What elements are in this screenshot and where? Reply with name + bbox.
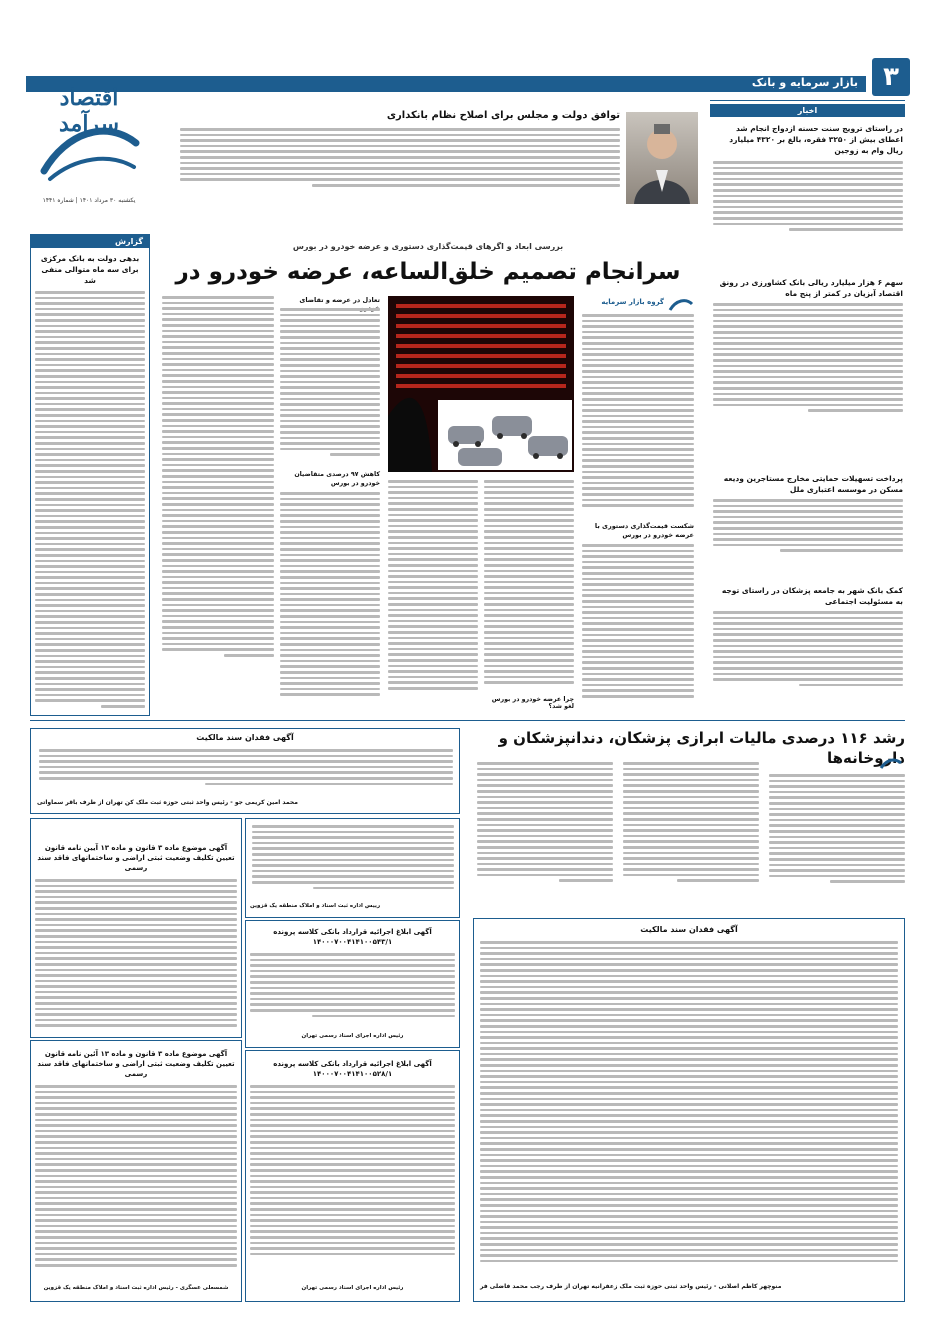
news-item-title: در راستای ترویج سنت حسنه ازدواج انجام شد اعطای بیش از ۳۲۵۰ فقره، بالغ بر ۴۳۲۰ میلیارد ریال وام به زوجین xyxy=(729,124,903,155)
main-story-col2 xyxy=(484,480,574,684)
notice-body xyxy=(35,879,237,1027)
section-label: بازار سرمایه و بانک xyxy=(751,76,858,89)
main-story-headline: سرانجام تصمیم خلق‌الساعه، عرضه خودرو در xyxy=(175,259,681,285)
notice-exec-2 xyxy=(245,1050,460,1302)
main-story-col3 xyxy=(388,480,478,690)
notice-signature: رییس اداره ثبت اسناد و املاک منطقه یک قزوین xyxy=(250,903,381,909)
news-sidebar-label: اخبار xyxy=(797,106,818,115)
news-item-body xyxy=(713,303,903,412)
notice-law-2 xyxy=(30,1040,242,1302)
divider xyxy=(30,720,905,721)
main-story-subhead: تعادل در عرضه و تقاضای xyxy=(299,296,380,304)
main-story-subhead: شکست قیمت‌گذاری دستوری با عرضه خودرو در بورس xyxy=(594,522,694,539)
notice-body xyxy=(480,941,898,1262)
news-item-title: کمک بانک شهر به جامعه پزشکان در راستای توجه به مسئولیت اجتماعی xyxy=(721,586,903,606)
main-story-logo-mark xyxy=(668,296,694,314)
notice-exec-1 xyxy=(245,920,460,1048)
dateline: یکشنبه ۳۰ مرداد ۱۴۰۱ | شماره ۱۴۴۱ xyxy=(42,197,136,204)
notice-loss-1 xyxy=(30,728,460,814)
main-story-col4 xyxy=(280,308,380,456)
main-story-subhead: چرا عرضه خودرو در بورس لغو شد؟ xyxy=(491,696,574,710)
notice-signature: رئیس اداره اجرای اسناد رسمی تهران xyxy=(301,1285,404,1291)
notice-law-1 xyxy=(30,818,242,1038)
top-story-title: توافق دولت و مجلس برای اصلاح نظام بانکداری xyxy=(386,110,620,121)
tax-story-body-c xyxy=(477,762,613,882)
news-item-title: سهم ۶ هزار میلیارد ریالی بانک کشاورزی در رونق اقتصاد آبزیان در کمتر از پنج ماه xyxy=(719,278,903,298)
tax-story-logo-mark xyxy=(879,756,903,772)
report-column xyxy=(30,234,150,716)
report-title: بدهی دولت به بانک مرکزی برای سه ماه متوالی منفی شد xyxy=(40,254,140,285)
news-item-body xyxy=(713,161,903,231)
top-story-body xyxy=(180,128,620,187)
notice-body xyxy=(252,825,454,889)
main-story-byline: گروه بازار سرمایه xyxy=(601,298,664,306)
notice-signature: محمد امین کریمی جو - رئیس واحد ثبتی حوزه ثبت ملک کن تهران از طرف باقر سماواتی xyxy=(37,799,298,806)
page-number-box: ٣ xyxy=(872,58,910,96)
news-sidebar xyxy=(710,100,905,715)
logo-swoosh xyxy=(36,123,142,183)
notice-title: آگهی موضوع ماده ۳ قانون و ماده ۱۳ آیین نامه قانون تعیین تکلیف وضعیت ثبتی اراضی و ساختمانهای فاقد سند رسمی xyxy=(37,844,235,872)
tax-story-headline: رشد ۱۱۶ درصدی مالیات ابرازی پزشکان، دندانپزشکان و داروخانه‌ها xyxy=(498,729,905,767)
main-story xyxy=(152,222,698,714)
notice-loss-2 xyxy=(473,918,905,1302)
main-story-photo xyxy=(388,296,574,472)
top-story-photo xyxy=(626,112,698,204)
tax-story-body-b xyxy=(623,762,759,882)
logo-wordmark: اقتصاد سرآمد xyxy=(58,85,120,137)
notice-title: آگهی فقدان سند مالکیت xyxy=(640,925,738,934)
main-story-col4b xyxy=(280,492,380,696)
logo xyxy=(30,75,148,235)
notice-body xyxy=(39,749,453,785)
notice-signature: منوچهر کاظم اصلانی - رئیس واحد ثبتی حوزه ثبت ملک زعفرانیه تهران از طرف رجب محمد فاضلی فر xyxy=(480,1283,782,1290)
notice-signature: شمسعلی عسگری - رئیس اداره ثبت اسناد و املاک منطقه یک قزوین xyxy=(43,1285,229,1291)
report-label: گزارش xyxy=(114,237,143,246)
news-item-body xyxy=(713,611,903,686)
news-item-body xyxy=(713,499,903,552)
notice-signature: رئیس اداره اجرای اسناد رسمی تهران xyxy=(301,1033,404,1039)
notice-body xyxy=(250,953,455,1017)
notice-title: آگهی موضوع ماده ۳ قانون و ماده ۱۳ آئین نامه قانون تعیین تکلیف وضعیت ثبتی اراضی و ساختمانهای فاقد سند رسمی xyxy=(37,1050,235,1078)
top-story xyxy=(150,108,698,218)
notice-body xyxy=(250,1085,455,1255)
main-story-col1 xyxy=(582,314,694,507)
notice-title: آگهی ابلاغ اجرائیه قرارداد بانکی کلاسه پرونده ۱۴۰۰۰۷۰۰۴۱۴۱۰۰۵۲۸/۱ xyxy=(273,1060,432,1078)
notice-title: آگهی فقدان سند مالکیت xyxy=(196,733,294,742)
notice-middle xyxy=(245,818,460,918)
main-story-col5 xyxy=(162,296,274,657)
tax-story-body-a xyxy=(769,774,905,883)
notice-body xyxy=(35,1085,237,1267)
notice-title: آگهی ابلاغ اجرائیه قرارداد بانکی کلاسه پرونده ۱۴۰۰۰۷۰۰۴۱۴۱۰۰۵۴۳/۱ xyxy=(273,928,432,946)
main-story-subhead: کاهش ۹۷ درصدی متقاضیان خودرو در بورس xyxy=(294,471,380,487)
tax-story xyxy=(477,728,905,912)
main-story-col1b xyxy=(582,544,694,698)
news-item-title: پرداخت تسهیلات حمایتی مخارج مستاجرین ودیعه مسکن در موسسه اعتباری ملل xyxy=(723,474,903,494)
section-band xyxy=(26,76,866,92)
report-body xyxy=(35,291,145,708)
main-story-kicker: بررسی ابعاد و اگرهای قیمت‌گذاری دستوری و عرضه خودرو در بورس xyxy=(292,242,564,251)
